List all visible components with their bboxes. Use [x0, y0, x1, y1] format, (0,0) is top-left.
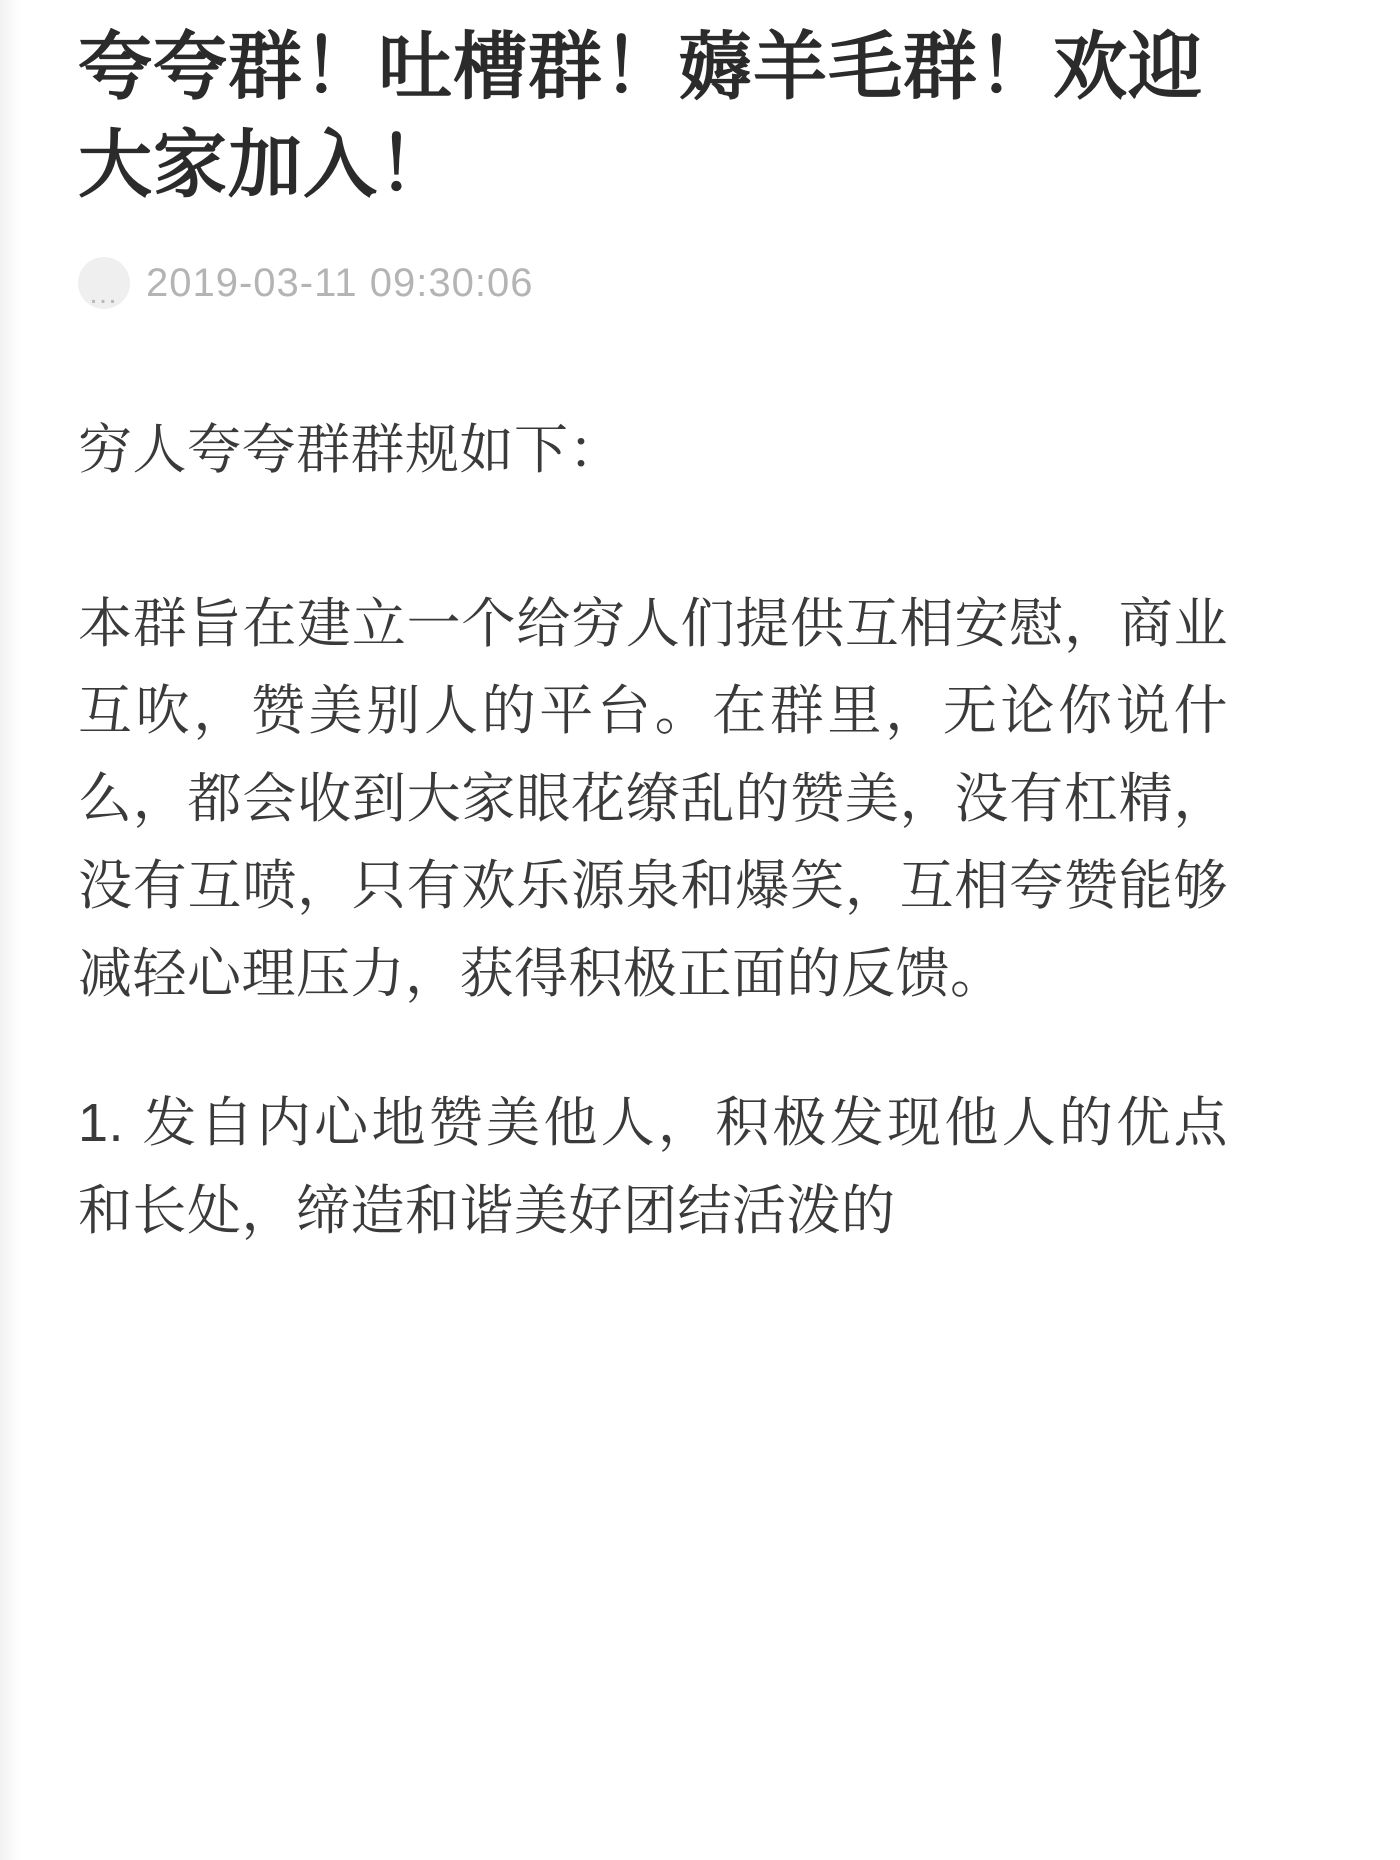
paragraph-purpose: 本群旨在建立一个给穷人们提供互相安慰，商业互吹，赞美别人的平台。在群里，无论你说什么，都会收到大家眼花缭乱的赞美，没有杠精，没有互喷，只有欢乐源泉和爆笑，互相夸赞能够减轻心理压力，获得积极正面的反馈。 — [78, 593, 1228, 1004]
paragraph-rule-1: 1. 发自内心地赞美他人，积极发现他人的优点和长处，缔造和谐美好团结活泼的 — [78, 1093, 1228, 1241]
page-title: 夸夸群！吐槽群！薅羊毛群！欢迎大家加入！ — [78, 25, 1203, 206]
page-edge-shade — [0, 0, 22, 1860]
paragraph-intro: 穷人夸夸群群规如下： — [78, 420, 623, 481]
avatar: … — [78, 257, 130, 309]
article-body — [78, 407, 1300, 1255]
publish-timestamp: 2019-03-11 09:30:06 — [146, 260, 534, 305]
article-meta — [78, 255, 1300, 311]
